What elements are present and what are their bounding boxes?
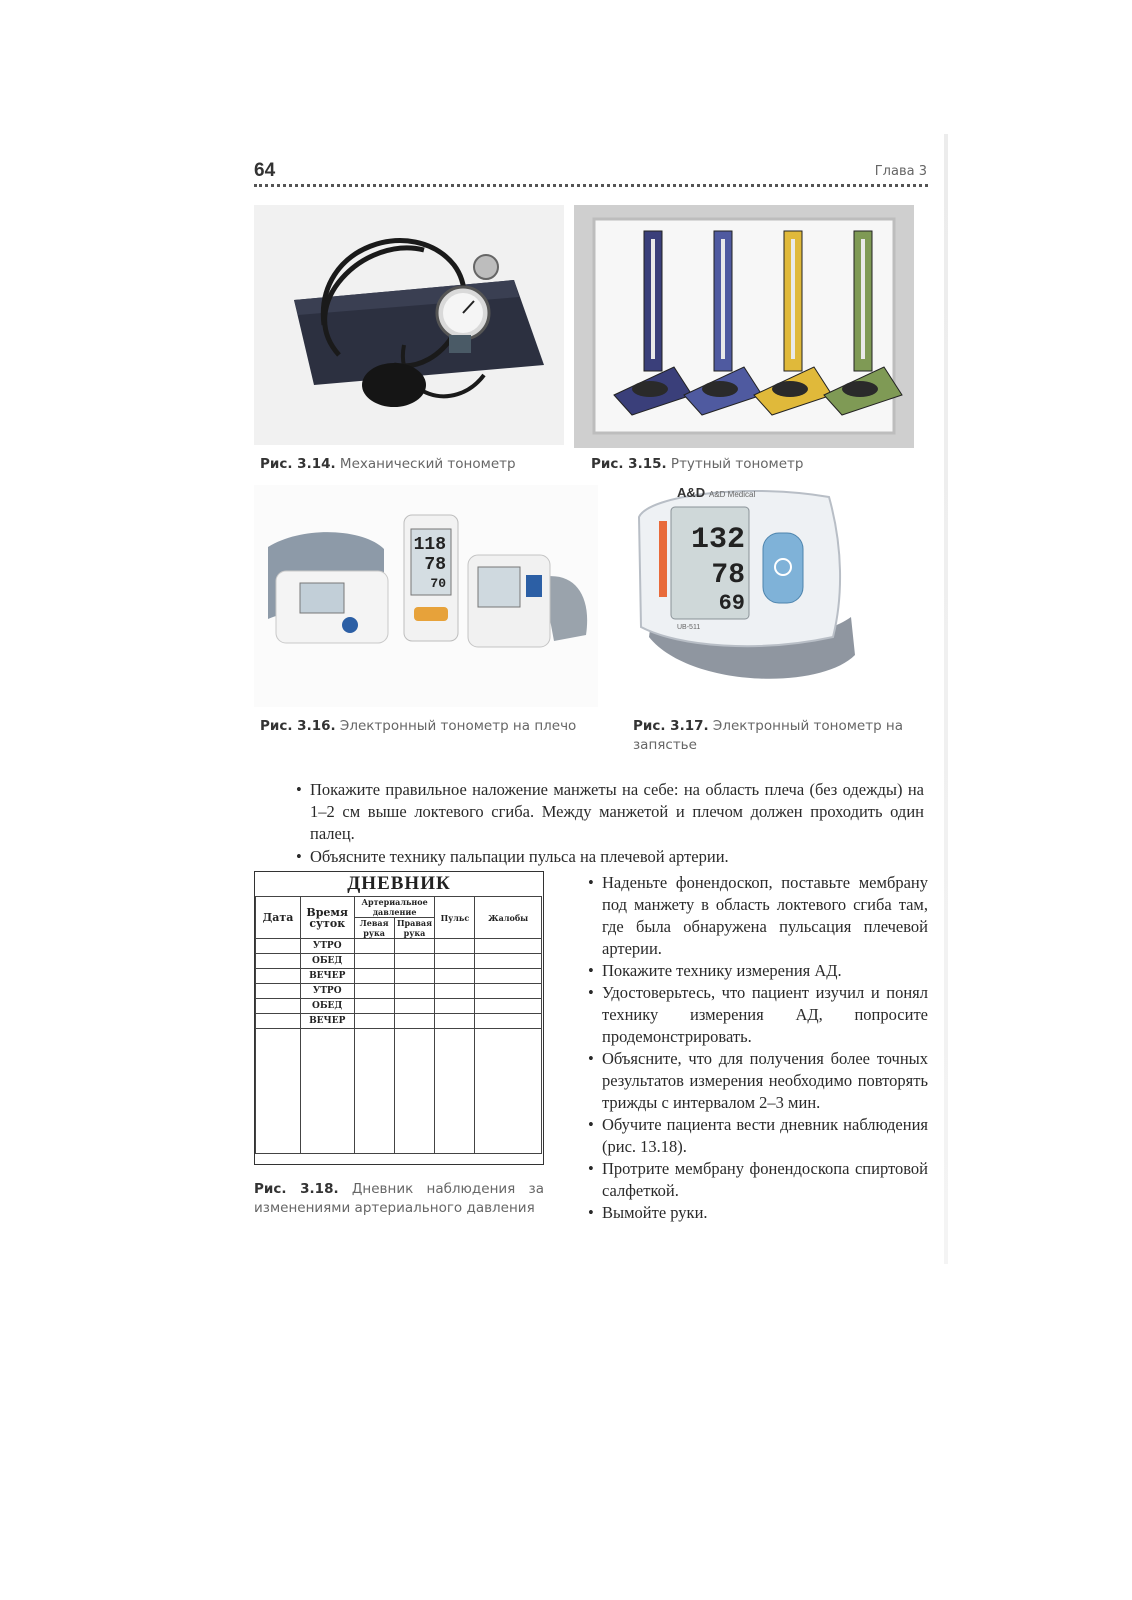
time-of-day: ОБЕД	[300, 999, 354, 1014]
photo-upper-arm-tonometers	[254, 485, 598, 707]
caption-text: Электронный тонометр на запястье	[633, 718, 904, 753]
diary-table-figure	[254, 871, 544, 1165]
caption-text: Электронный тонометр на плечо	[339, 718, 577, 734]
wrist-display-sys: 132	[690, 523, 745, 557]
time-of-day: ОБЕД	[300, 954, 354, 969]
time-of-day: УТРО	[300, 939, 354, 954]
page-number: 64	[254, 160, 276, 181]
caption-fig-3-16	[260, 717, 578, 736]
col-date: Дата	[256, 897, 301, 939]
instruction-item: • Обучите пациента вести дневник наблюдения (рис. 13.18).	[588, 1114, 928, 1158]
chapter-label: Глава 3	[874, 164, 927, 179]
caption-fig-3-15	[591, 455, 911, 474]
instruction-item: • Наденьте фонендоскоп, поставьте мембрану под манжету в область локтевого сгиба там, где была обнаружена пульсация плечевой артерии.	[588, 872, 928, 960]
instruction-item: • Покажите технику измерения АД.	[588, 960, 928, 982]
wrist-tonometer-image	[629, 477, 865, 705]
caption-text: Дневник наблюдения за изменениями артериального давления	[254, 1181, 544, 1216]
caption-fig-3-18	[254, 1180, 544, 1218]
caption-label: Рис. 3.18.	[254, 1181, 339, 1197]
diary-title: ДНЕВНИК	[347, 873, 451, 894]
caption-text: Механический тонометр	[339, 456, 516, 472]
wrist-brand: A&D	[677, 485, 706, 500]
instruction-item: • Вымойте руки.	[588, 1202, 928, 1224]
instructions-list-right	[588, 872, 928, 1224]
wrist-display-pulse: 69	[718, 591, 745, 616]
upper-arm-tonometers-image	[254, 485, 598, 707]
caption-label: Рис. 3.16.	[260, 718, 336, 734]
wrist-model: UB-511	[677, 624, 701, 631]
time-of-day: УТРО	[300, 984, 354, 999]
caption-label: Рис. 3.14.	[260, 456, 336, 472]
caption-fig-3-14	[260, 455, 560, 474]
instruction-item: • Удостоверьтесь, что пациент изучил и понял технику измерения АД, попросите продемонстрировать.	[588, 982, 928, 1048]
mercury-tonometer-image	[574, 205, 914, 448]
wrist-brand-sub: A&D Medical	[709, 490, 756, 499]
caption-label: Рис. 3.15.	[591, 456, 667, 472]
diary-table	[255, 896, 542, 1154]
col-complaints: Жалобы	[475, 897, 542, 939]
instruction-item: • Объясните, что для получения более точных результатов измерения необходимо повторять трижды с интервалом 2–3 мин.	[588, 1048, 928, 1114]
caption-label: Рис. 3.17.	[633, 718, 709, 734]
col-pressure: Артериальное давление	[354, 897, 435, 918]
header-dotted-rule	[254, 184, 928, 187]
time-of-day: ВЕЧЕР	[300, 969, 354, 984]
instruction-item: • Покажите правильное наложение манжеты на себе: на область плеча (без одежды) на 1–2 см выше локтевого сгиба. Между манжетой и плечом должен проходить один палец.	[296, 779, 924, 845]
instruction-item: • Протрите мембрану фонендоскопа спиртовой салфеткой.	[588, 1158, 928, 1202]
caption-text: Ртутный тонометр	[670, 456, 804, 472]
mechanical-tonometer-image	[254, 205, 564, 445]
col-right-arm: Правая рука	[394, 918, 435, 939]
upper-display-sys: 118	[413, 535, 446, 555]
instructions-list-top	[296, 779, 924, 869]
photo-wrist-tonometer	[629, 477, 865, 705]
col-pulse: Пульс	[435, 897, 475, 939]
upper-display-dia: 78	[424, 555, 446, 575]
photo-mechanical-tonometer	[254, 205, 564, 445]
col-time: Время суток	[300, 897, 354, 939]
wrist-display-dia: 78	[711, 560, 745, 591]
instruction-item: • Объясните технику пальпации пульса на плечевой артерии.	[296, 846, 924, 868]
page-edge-shadow	[944, 134, 948, 1264]
col-left-arm: Левая рука	[354, 918, 394, 939]
upper-display-pulse: 70	[430, 576, 446, 591]
time-of-day: ВЕЧЕР	[300, 1014, 354, 1029]
photo-mercury-tonometer	[574, 205, 914, 448]
caption-fig-3-17	[633, 717, 915, 755]
